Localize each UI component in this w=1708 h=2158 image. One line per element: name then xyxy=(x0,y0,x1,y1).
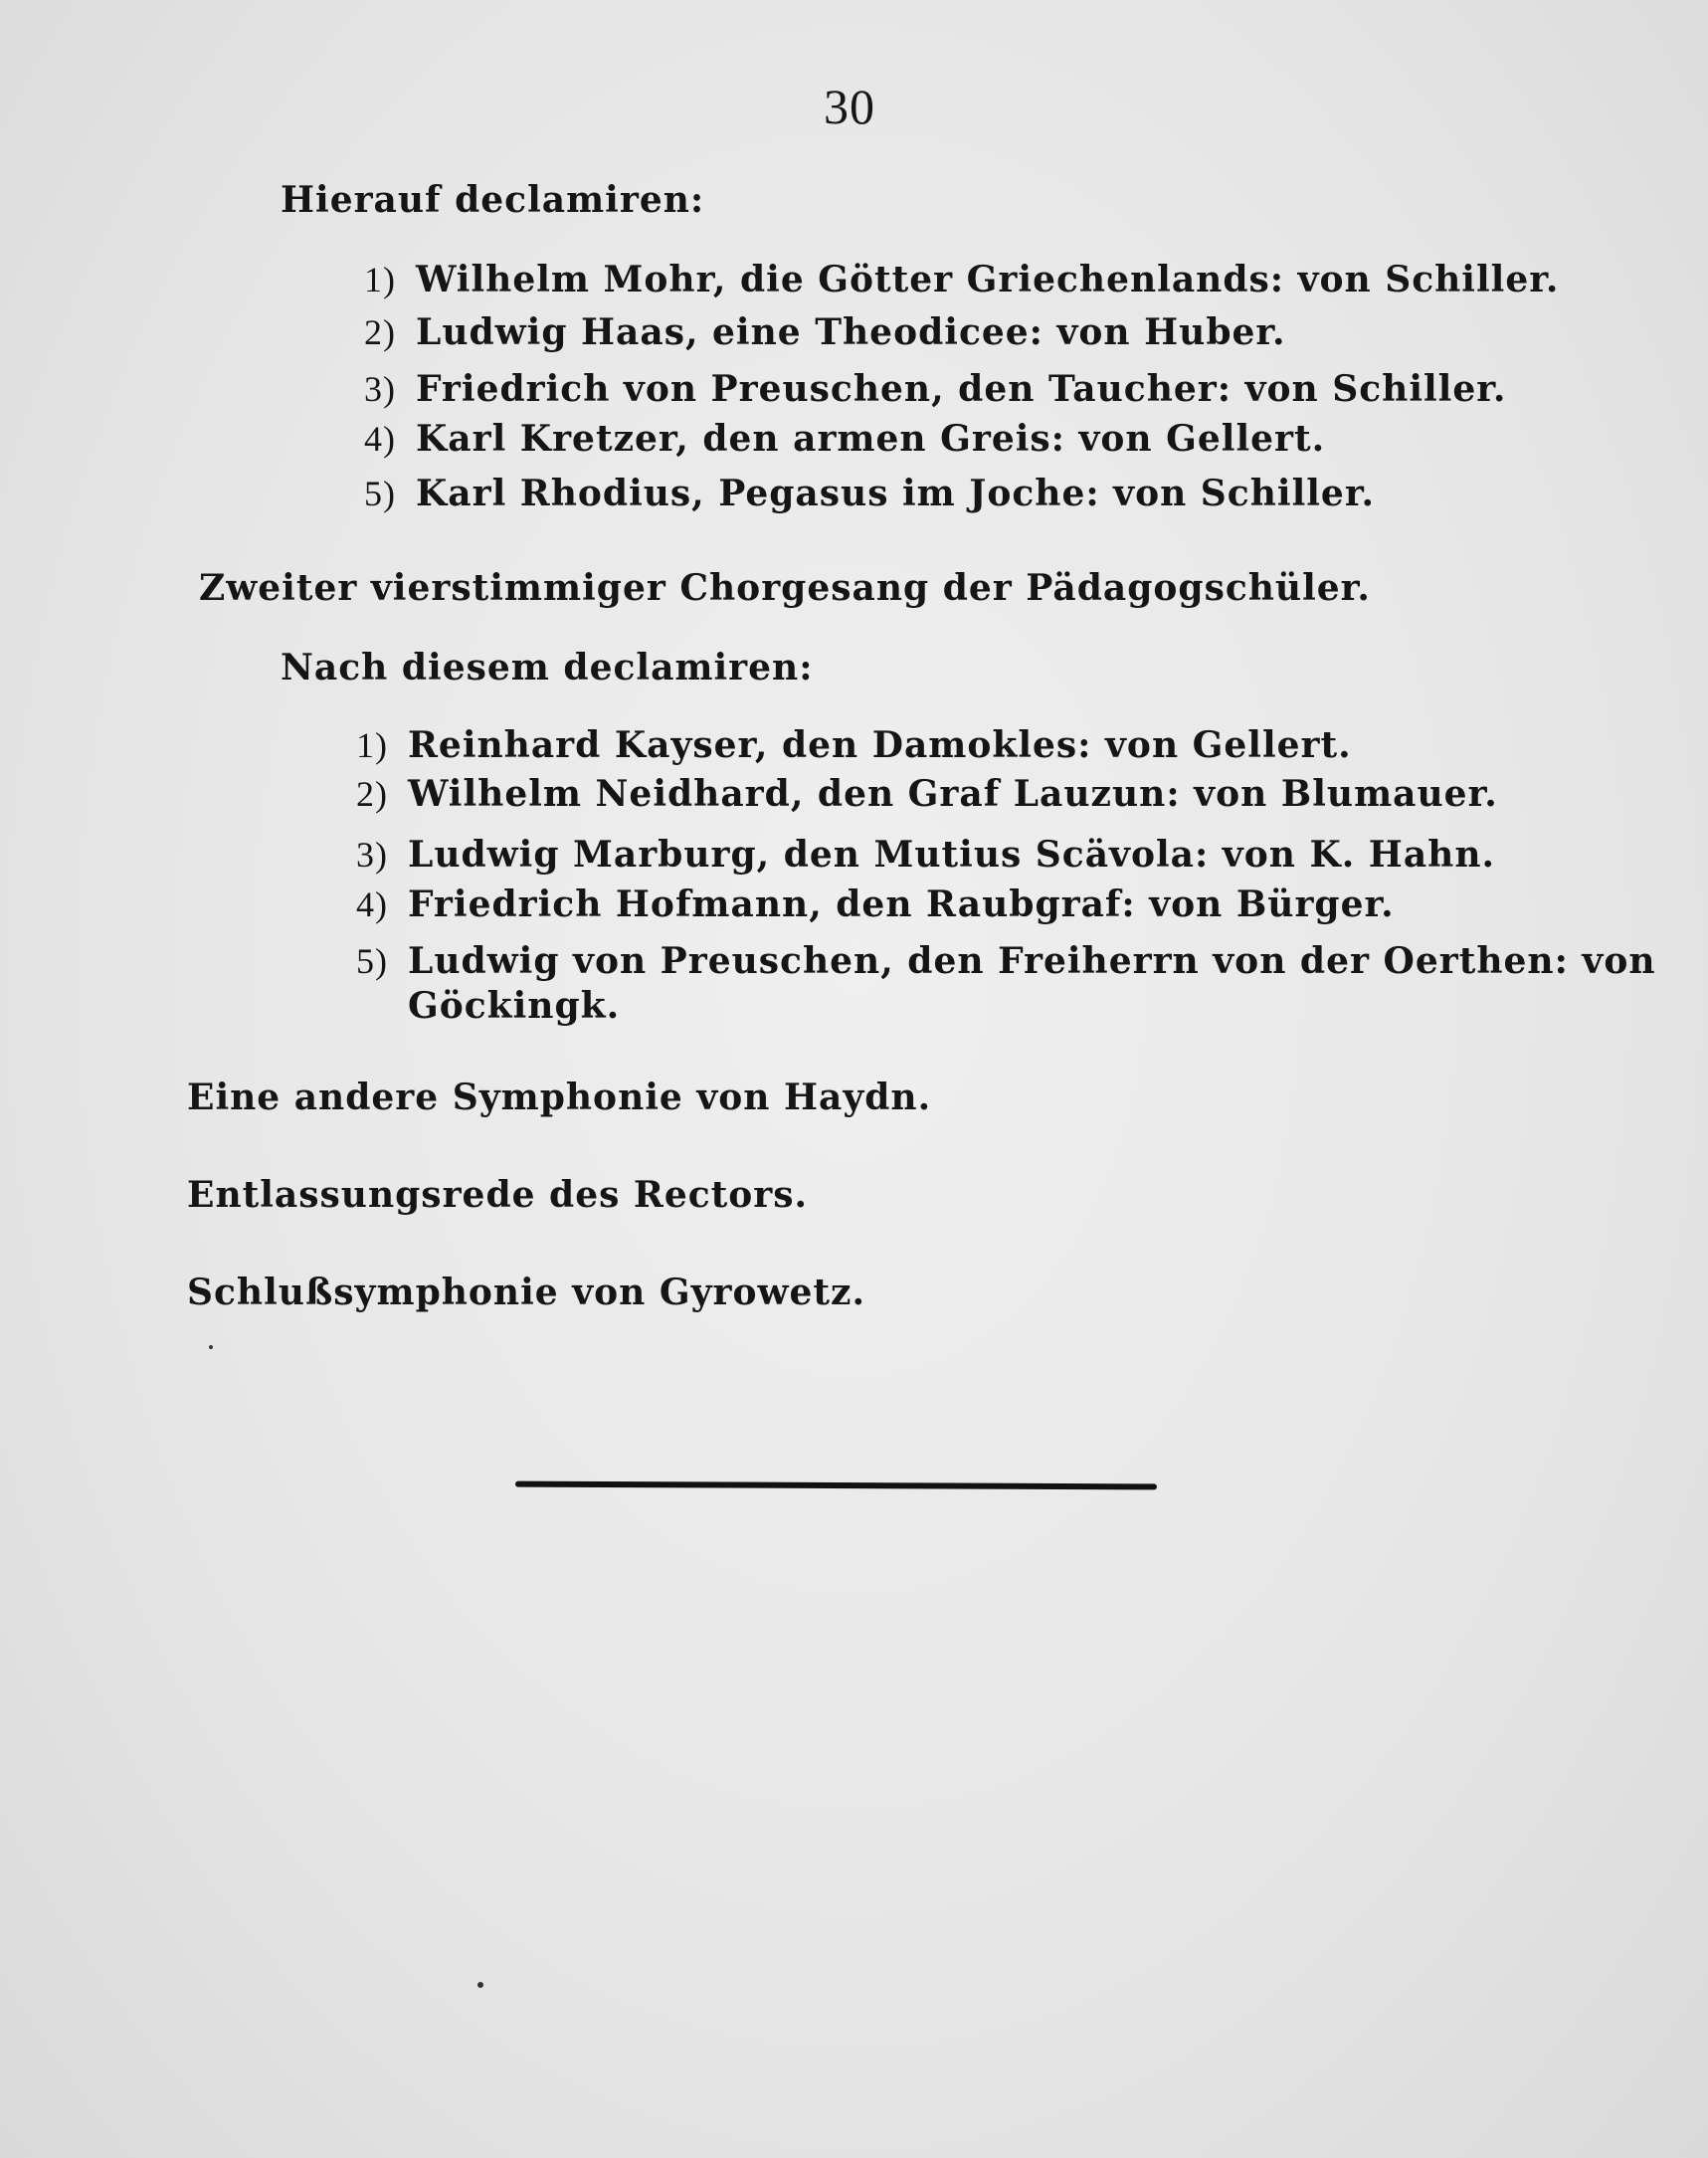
list-item xyxy=(364,259,1559,300)
item-text: Friedrich Hofmann, den Raubgraf: von Bürger. xyxy=(408,883,1395,925)
item-text: Karl Kretzer, den armen Greis: von Gellert. xyxy=(416,418,1326,460)
list-item xyxy=(356,834,1495,876)
list-item-continuation: Göckingk. xyxy=(408,985,621,1027)
symphony-line: Eine andere Symphonie von Haydn. xyxy=(187,1077,932,1118)
ink-speck xyxy=(477,1982,483,1988)
page-number: 30 xyxy=(824,79,875,134)
item-text: Ludwig Marburg, den Mutius Scävola: von K. Hahn. xyxy=(408,834,1496,876)
item-number: 5) xyxy=(364,474,396,513)
item-number: 1) xyxy=(364,260,396,299)
item-text: Karl Rhodius, Pegasus im Joche: von Schiller. xyxy=(416,473,1376,514)
section2-heading: Nach diesem declamiren: xyxy=(281,647,814,688)
item-number: 3) xyxy=(356,835,388,875)
item-number: 2) xyxy=(356,774,388,814)
ink-speck xyxy=(209,1345,213,1349)
list-item xyxy=(364,311,1286,353)
item-text: Wilhelm Neidhard, den Graf Lauzun: von Blumauer. xyxy=(408,773,1498,815)
item-text: Friedrich von Preuschen, den Taucher: von Schiller. xyxy=(416,368,1507,410)
item-number: 2) xyxy=(364,312,396,352)
list-item xyxy=(356,940,1656,982)
item-number: 4) xyxy=(364,419,396,459)
item-text: Ludwig von Preuschen, den Freiherrn von der Oerthen: von xyxy=(408,940,1656,982)
list-item xyxy=(356,724,1352,766)
list-item xyxy=(356,883,1395,925)
item-number: 5) xyxy=(356,941,388,981)
section1-heading: Hierauf declamiren: xyxy=(281,179,705,221)
item-text: Reinhard Kayser, den Damokles: von Gellert. xyxy=(408,724,1352,766)
list-item xyxy=(364,418,1325,460)
list-item xyxy=(356,773,1498,815)
list-item xyxy=(364,368,1506,410)
divider-rule xyxy=(515,1481,1157,1490)
speech-line: Entlassungsrede des Rectors. xyxy=(187,1174,809,1216)
item-number: 3) xyxy=(364,369,396,409)
chorus-line: Zweiter vierstimmiger Chorgesang der Pädagogschüler. xyxy=(199,567,1371,609)
item-number: 4) xyxy=(356,884,388,924)
item-text: Ludwig Haas, eine Theodicee: von Huber. xyxy=(416,311,1286,353)
finale-line: Schlußsymphonie von Gyrowetz. xyxy=(187,1272,865,1313)
list-item xyxy=(364,473,1375,514)
item-number: 1) xyxy=(356,725,388,765)
item-text: Wilhelm Mohr, die Götter Griechenlands: von Schiller. xyxy=(416,259,1560,300)
